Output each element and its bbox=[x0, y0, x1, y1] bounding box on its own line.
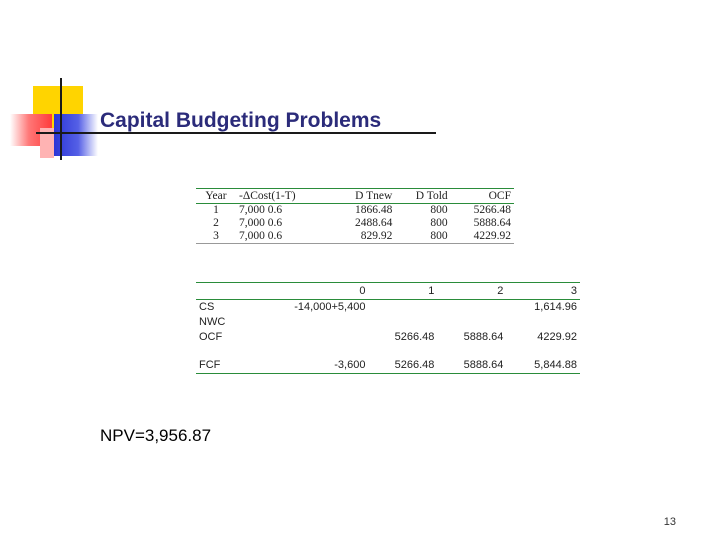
table-cell bbox=[506, 315, 580, 330]
table-cell bbox=[368, 345, 437, 358]
table-row bbox=[196, 230, 514, 244]
table-cell bbox=[252, 330, 368, 345]
table-row bbox=[196, 300, 580, 316]
table-cell bbox=[252, 315, 368, 330]
table-cell: 5266.48 bbox=[368, 358, 437, 374]
row-label: CS bbox=[199, 301, 215, 313]
table-cell: 4229.92 bbox=[537, 331, 577, 343]
table-cell: 5,844.88 bbox=[506, 358, 580, 374]
table-cell: 7,000 0.6 bbox=[239, 217, 283, 229]
table-cell: 800 bbox=[430, 217, 448, 229]
ocf-header-ocf: OCF bbox=[451, 189, 514, 204]
ocf-header-dtnew: D Tnew bbox=[332, 189, 395, 204]
table-cell: 1,614.96 bbox=[534, 301, 577, 313]
table-cell: 800 bbox=[395, 230, 450, 244]
table-cell: 800 bbox=[430, 204, 448, 216]
table-row bbox=[196, 204, 514, 218]
table-row bbox=[196, 217, 514, 230]
table-cell: 1 bbox=[213, 204, 219, 216]
ocf-header-cost: -ΔCost(1-T) bbox=[236, 189, 332, 204]
table-cell bbox=[437, 345, 506, 358]
row-label: NWC bbox=[199, 316, 226, 328]
table-cell: 5888.64 bbox=[473, 217, 511, 229]
cash-flow-header-row bbox=[196, 283, 580, 300]
table-row bbox=[196, 315, 580, 330]
table-cell: 7,000 0.6 bbox=[236, 230, 332, 244]
decorative-vertical-line bbox=[60, 78, 62, 160]
table-cell: -3,600 bbox=[252, 358, 368, 374]
npv-result: NPV=3,956.87 bbox=[100, 426, 212, 445]
table-cell bbox=[368, 315, 437, 330]
table-cell: 5888.64 bbox=[463, 331, 504, 343]
table-cell: 829.92 bbox=[332, 230, 395, 244]
table-cell: 5888.64 bbox=[437, 358, 506, 374]
ocf-header-year: Year bbox=[196, 189, 236, 204]
table-cell: 4229.92 bbox=[451, 230, 514, 244]
table-cell: 1866.48 bbox=[354, 204, 393, 216]
table-row bbox=[196, 330, 580, 345]
cash-flow-header-year-2: 2 bbox=[437, 283, 506, 300]
table-cell: 5266.48 bbox=[473, 204, 511, 216]
row-label: OCF bbox=[199, 331, 223, 343]
cash-flow-header-year-3: 3 bbox=[506, 283, 580, 300]
cash-flow-header-year-1: 1 bbox=[368, 283, 437, 300]
ocf-table-header-row bbox=[196, 189, 514, 204]
ocf-table bbox=[196, 188, 514, 244]
table-cell: 7,000 0.6 bbox=[239, 204, 283, 216]
table-cell bbox=[368, 300, 437, 316]
table-cell bbox=[252, 345, 368, 358]
table-cell: -14,000+5,400 bbox=[294, 301, 366, 313]
slide-title: Capital Budgeting Problems bbox=[100, 109, 382, 132]
table-cell: 3 bbox=[196, 230, 236, 244]
table-cell bbox=[437, 300, 506, 316]
row-label bbox=[196, 345, 252, 358]
table-row bbox=[196, 358, 580, 374]
table-row bbox=[196, 345, 580, 358]
cash-flow-header-year-0: 0 bbox=[252, 283, 368, 300]
table-cell: 2 bbox=[213, 217, 219, 229]
cash-flow-header-blank bbox=[196, 283, 252, 300]
table-cell bbox=[506, 345, 580, 358]
ocf-header-dtold: D Told bbox=[395, 189, 450, 204]
table-cell: 5266.48 bbox=[394, 331, 435, 343]
table-cell: 2488.64 bbox=[354, 217, 393, 229]
page-number: 13 bbox=[663, 516, 676, 528]
row-label: FCF bbox=[196, 358, 252, 374]
cash-flow-table bbox=[196, 282, 580, 374]
table-cell bbox=[437, 315, 506, 330]
